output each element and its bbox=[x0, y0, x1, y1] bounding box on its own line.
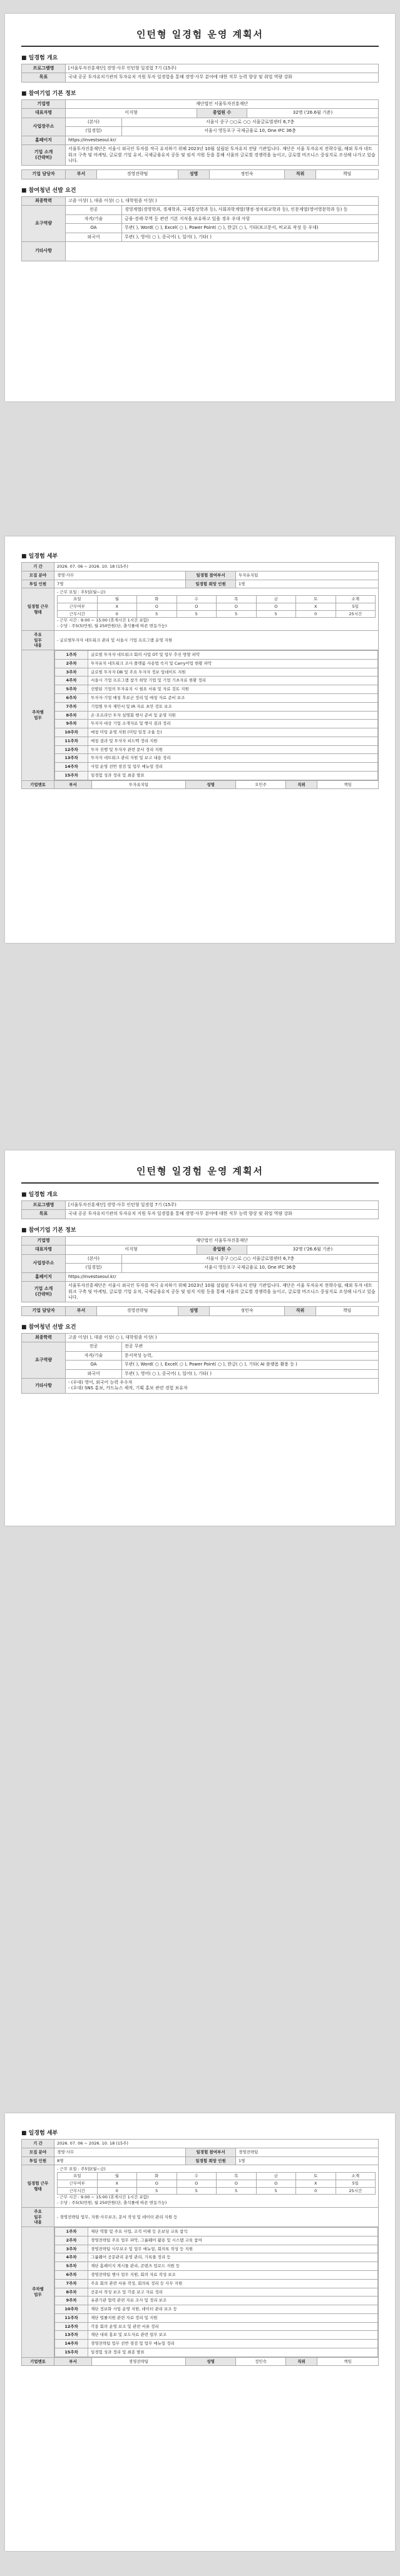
week-number: 11주차 bbox=[55, 737, 88, 745]
week-row bbox=[55, 2305, 378, 2314]
dept-label: 부서 bbox=[66, 1307, 97, 1316]
week-row bbox=[55, 668, 378, 677]
week-task: 투자유치 네트워크 조사 플랫폼 사용법 숙지 및 Carry어업 현황 파악 bbox=[88, 659, 378, 668]
program-label: 프로그램명 bbox=[22, 1201, 66, 1210]
field-label: 모집 분야 bbox=[22, 2148, 54, 2156]
day-header: 월 bbox=[97, 596, 137, 603]
schedule-cell: O bbox=[217, 2180, 257, 2187]
count-value: 8명 bbox=[54, 2156, 186, 2165]
company-section: ■ 참여기업 기본 정보 bbox=[21, 1227, 76, 1234]
week-row bbox=[55, 754, 378, 763]
week-task: 일경험 성과 정리 및 최종 발표 bbox=[88, 771, 378, 780]
plan-page-2 bbox=[5, 1150, 395, 1526]
day-header: 수 bbox=[177, 596, 217, 603]
week-number: 5주차 bbox=[55, 685, 88, 694]
major-label: 전공 bbox=[66, 1342, 122, 1351]
week-task: 글로벌 투자자 네트워크 회의 사업 OT 및 업무 추진 방향 파악 bbox=[88, 651, 378, 660]
schedule-cell: 근무여부 bbox=[58, 603, 98, 610]
week-number: 3주차 bbox=[55, 2245, 88, 2253]
week-number: 9주차 bbox=[55, 2297, 88, 2305]
mentor-title-label: 직위 bbox=[286, 780, 317, 789]
hq-value: 서울시 중구 ○○로 ○○ 서울글로벌센터 6,7층 bbox=[122, 118, 379, 126]
intro-value: 서울투자진흥재단은 서울시 외국인 투자를 적극 유치하기 위해 2023년 10월 설립된 투자유치 전담 기관입니다. 재단은 서울 투자유치 전략수립, 해외 투자 네트워크 구축 및 마케팅, 글로벌 기업 유치, 국제금융유치 공동 및 임직 지원 등을 통해 서울의 글로벌 경쟁력을 높이고, 글로벌 비즈니스 중심지로 조성해 나가고 있습니다. bbox=[66, 145, 379, 166]
mentor-dept-value: 투자유치팀 bbox=[92, 780, 186, 789]
day-header: 소계 bbox=[336, 2173, 376, 2180]
week-task: 투자 진행 및 투자자 관련 문서 정리 지원 bbox=[88, 745, 378, 754]
mentor-name-label: 성명 bbox=[186, 2357, 236, 2366]
dept-value: 경영전략팀 bbox=[97, 170, 178, 179]
schedule-cell: O bbox=[177, 2180, 217, 2187]
week-row bbox=[55, 702, 378, 711]
education-value: 고졸 이상( ), 대졸 이상( ○ ), 대학원졸 이상( ) bbox=[66, 1333, 379, 1342]
major-label: 전공 bbox=[66, 206, 122, 214]
other-label: 기타사항 bbox=[22, 242, 66, 261]
week-row bbox=[55, 685, 378, 694]
schedule-cell: 근무시간 bbox=[58, 610, 98, 618]
week-task: 기업별 투자 제안서 및 IR 자료 초안 검토 보조 bbox=[88, 702, 378, 711]
week-task: 일경험 성과 정리 및 최종 발표 bbox=[88, 2348, 378, 2357]
requirements-table bbox=[21, 1333, 379, 1394]
week-number: 15주차 bbox=[55, 771, 88, 780]
week-number: 4주차 bbox=[55, 2253, 88, 2262]
week-row bbox=[55, 2331, 378, 2340]
day-header: 목 bbox=[217, 596, 257, 603]
mentor-title-value: 책임 bbox=[317, 2357, 379, 2366]
website-label: 홈페이지 bbox=[22, 136, 66, 144]
week-row bbox=[55, 737, 378, 745]
intro-value: 서울투자진흥재단은 서울시 외국인 투자를 적극 유치하기 위해 2023년 10월 설립된 투자유치 전담 기관입니다. 재단은 서울 투자유치 전략수립, 해외 투자 네트워크 구축 및 마케팅, 글로벌 기업 유치, 국제금융유치 공동 및 임직 지원 등을 통해 서울의 글로벌 경쟁력을 높이고, 글로벌 비즈니스 중심지로 조성해 나가고 있습니다. bbox=[66, 1282, 379, 1302]
week-row bbox=[55, 2340, 378, 2348]
title-label: 직위 bbox=[285, 170, 316, 179]
week-number: 11주차 bbox=[55, 2313, 88, 2322]
day-header: 화 bbox=[137, 596, 177, 603]
schedule-cell: X bbox=[97, 603, 137, 610]
company-section: ■ 참여기업 기본 정보 bbox=[21, 90, 76, 97]
address-label: 사업장주소 bbox=[22, 118, 66, 136]
day-header: 화 bbox=[137, 2173, 177, 2180]
count-label: 투입 인원 bbox=[22, 580, 54, 588]
other-value: - (우대) 영어, 외국어 능력 우수자 - (우대) SNS 홍보, 카드뉴스 제작, 기획 홍보 관련 경험 보유자 bbox=[66, 1379, 379, 1394]
week-row bbox=[55, 720, 378, 728]
intro-label: 기업 소개 (간략히) bbox=[22, 1282, 66, 1302]
period-value: 2026. 07. 06 ~ 2026. 10. 18 (15주) bbox=[54, 2140, 379, 2148]
page-title: 인턴형 일경험 운영 계획서 bbox=[21, 1150, 379, 1184]
week-task: 매칭 결과 및 투자자 피드백 정리 지원 bbox=[88, 737, 378, 745]
weekly-label: 주차별 업무 bbox=[22, 650, 54, 780]
employee-label: 종업원 수 bbox=[197, 109, 247, 118]
week-task: 재단 대외 홍보 및 보도자료 관련 업무 보조 bbox=[88, 2331, 378, 2340]
mentor-dept-label: 부서 bbox=[54, 780, 92, 789]
dept-label: 부서 bbox=[66, 170, 97, 179]
person-value: 정민숙 bbox=[210, 1307, 285, 1316]
schedule-cell: O bbox=[256, 603, 296, 610]
person-label: 성명 bbox=[178, 1307, 210, 1316]
week-number: 14주차 bbox=[55, 2340, 88, 2348]
mentor-dept-label: 부서 bbox=[54, 2357, 92, 2366]
program-value: [서울투자진흥재단] 경영·사무 인턴형 일경험 7기 (15주) bbox=[66, 1201, 379, 1210]
language-label: 외국어 bbox=[66, 233, 122, 241]
title-value: 책임 bbox=[316, 170, 379, 179]
education-value: 고졸 이상( ), 대졸 이상( ○ ), 대학원졸 이상( ) bbox=[66, 196, 379, 205]
ceo-label: 대표자명 bbox=[22, 109, 66, 118]
requirements-section: ■ 참여청년 선발 요건 bbox=[21, 1324, 76, 1331]
schedule-cell: 5 bbox=[137, 610, 177, 618]
schedule-cell: O bbox=[137, 2180, 177, 2187]
mentor-label: 기업멘토 bbox=[22, 780, 54, 789]
schedule-cell: 0 bbox=[296, 610, 336, 618]
week-task: 경영전략팀 주요 업무 파악, 그룹웨어 활용 및 시스템 교육 참여 bbox=[88, 2236, 378, 2245]
day-header: 목 bbox=[217, 2173, 257, 2180]
weekly-label: 주차별 업무 bbox=[22, 2227, 54, 2357]
schedule-cell: 5 bbox=[217, 610, 257, 618]
min-label: 일경험 희망 인원 bbox=[186, 2156, 236, 2165]
day-header: 토 bbox=[296, 596, 336, 603]
week-task: 재단 역할 및 주요 사업, 조직 이해 등 온보딩 교육 참석 bbox=[88, 2228, 378, 2236]
website-value: https://investseoul.kr/ bbox=[66, 136, 379, 144]
mentor-name-label: 성명 bbox=[186, 780, 236, 789]
week-number: 12주차 bbox=[55, 2322, 88, 2331]
weekly-cell bbox=[54, 2227, 379, 2357]
day-header: 금 bbox=[256, 2173, 296, 2180]
education-label: 최종학력 bbox=[22, 1333, 66, 1342]
goal-label: 목표 bbox=[22, 73, 66, 82]
week-row bbox=[55, 2297, 378, 2305]
goal-value: 국내 공공 투자유치기관의 투자유치 지원 투자 일경험을 통해 경영·사무 분야에 대한 직무 능력 향상 및 취업 역량 강화 bbox=[66, 1210, 379, 1219]
company-table bbox=[21, 1236, 379, 1303]
skill-value: 금융·경제·무역 등 관련 기본 지식을 보유하고 있을 경우 우대 사항 bbox=[122, 214, 379, 223]
week-task: 각종 회의 운영 보조 및 관련 서류 정리 bbox=[88, 2322, 378, 2331]
min-value: 1명 bbox=[236, 580, 379, 588]
schedule-cell: 25시간 bbox=[336, 2187, 376, 2195]
week-task: 유관기관 협력 관련 자료 조사 및 정리 보조 bbox=[88, 2297, 378, 2305]
week-task: 투자자 대상 기업 소개자료 및 행사 결과 정리 bbox=[88, 720, 378, 728]
week-number: 5주차 bbox=[55, 2262, 88, 2271]
schedule-cell: 5일 bbox=[336, 603, 376, 610]
week-number: 1주차 bbox=[55, 651, 88, 660]
week-row bbox=[55, 694, 378, 703]
week-number: 10주차 bbox=[55, 2305, 88, 2314]
overview-table bbox=[21, 64, 379, 83]
week-task: 사업 운영 전반 점검 및 업무 매뉴얼 정리 bbox=[88, 763, 378, 772]
detail-table bbox=[21, 562, 379, 789]
week-row bbox=[55, 2279, 378, 2288]
schedule-cell bbox=[54, 2165, 379, 2208]
week-task: 재단 홈페이지 게시물 관리, 콘텐츠 업로드 지원 등 bbox=[88, 2262, 378, 2271]
oa-value: 무관( ), Word( ○ ), Excel( ○ ), Power Point( ○ ), 한글( ○ ), 기타( AI 플랫폼 활용 등 ) bbox=[122, 1361, 379, 1369]
weekly-cell bbox=[54, 650, 379, 780]
week-row bbox=[55, 2271, 378, 2280]
week-row bbox=[55, 711, 378, 720]
schedule-note-hours: - 근무 시간 : 9:00 ~ 15:00 (휴게시간 1시간 포함) bbox=[57, 618, 149, 623]
other-value bbox=[66, 242, 379, 261]
week-number: 9주차 bbox=[55, 720, 88, 728]
hq-value: 서울시 중구 ○○로 ○○ 서울글로벌센터 6,7층 bbox=[122, 1254, 379, 1263]
schedule-cell: O bbox=[137, 603, 177, 610]
dept-value: 경영전략팀 bbox=[97, 1307, 178, 1316]
employee-value: 32명 ('26.6월 기준) bbox=[247, 109, 379, 118]
competency-label: 요구역량 bbox=[22, 1342, 66, 1379]
employee-value: 32명 ('26.6월 기준) bbox=[247, 1245, 379, 1254]
week-number: 13주차 bbox=[55, 754, 88, 763]
week-row bbox=[55, 2236, 378, 2245]
skill-label: 자격/기술 bbox=[66, 214, 122, 223]
duty-value: - 경영전략팀 업무, 지원·사무보조, 문서 작성 및 데이터 관리 지원 등 bbox=[54, 2207, 379, 2226]
schedule-cell: O bbox=[217, 603, 257, 610]
week-task: 매칭 미팅 운영 지원 (미팅 일정 조율 등) bbox=[88, 728, 378, 737]
schedule-cell: 5 bbox=[177, 2187, 217, 2195]
detail-table bbox=[21, 2139, 379, 2366]
dept-value: 경영전략팀 bbox=[236, 2148, 379, 2156]
week-number: 10주차 bbox=[55, 728, 88, 737]
schedule-cell: 5 bbox=[256, 2187, 296, 2195]
duty-value: - 글로벌투자자 네트워크 관리 및 서울시 기업 프로그램 운영 지원 bbox=[54, 630, 379, 650]
count-label: 투입 인원 bbox=[22, 2156, 54, 2165]
site-label: (일경험) bbox=[66, 127, 122, 136]
week-task: 그룹웨어 공문관리 운영 관리, 기록물 정리 등 bbox=[88, 2253, 378, 2262]
schedule-note-pay: - 수당 : 주5(5)만원, 월 250만원(단, 출석률에 따른 변동가능) bbox=[57, 623, 167, 629]
overview-section: ■ 일경험 개요 bbox=[21, 55, 58, 61]
week-number: 4주차 bbox=[55, 677, 88, 685]
schedule-cell bbox=[54, 588, 379, 631]
mentor-dept-value: 경영전략팀 bbox=[92, 2357, 186, 2366]
day-header: 토 bbox=[296, 2173, 336, 2180]
page-title: 인턴형 일경험 운영 계획서 bbox=[21, 14, 379, 47]
week-number: 2주차 bbox=[55, 659, 88, 668]
schedule-grid bbox=[57, 2172, 376, 2195]
language-label: 외국어 bbox=[66, 1369, 122, 1378]
company-table bbox=[21, 99, 379, 166]
site-label: (일경험) bbox=[66, 1264, 122, 1272]
week-task: 서울시 기업 프로그램 참가 희망 기업 및 기업 기초자료 현황 정리 bbox=[88, 677, 378, 685]
hq-label: (본사) bbox=[66, 118, 122, 126]
week-task: 공문서 작성 보조 및 각종 보고 자료 정리 bbox=[88, 2288, 378, 2297]
count-value: 7명 bbox=[54, 580, 186, 588]
day-header: 요일 bbox=[58, 2173, 98, 2180]
field-value: 경영·사무 bbox=[54, 2148, 186, 2156]
person-label: 성명 bbox=[178, 170, 210, 179]
week-row bbox=[55, 659, 378, 668]
schedule-label: 일경험 근무 형태 bbox=[22, 2165, 54, 2208]
week-number: 6주차 bbox=[55, 2271, 88, 2280]
week-row bbox=[55, 2348, 378, 2357]
dept-value: 투자유치팀 bbox=[236, 571, 379, 580]
schedule-cell: 5 bbox=[177, 610, 217, 618]
title-value: 책임 bbox=[316, 1307, 379, 1316]
website-value: https://investseoul.kr/ bbox=[66, 1272, 379, 1281]
period-value: 2026. 07. 06 ~ 2026. 10. 18 (15주) bbox=[54, 563, 379, 571]
day-header: 월 bbox=[97, 2173, 137, 2180]
week-number: 1주차 bbox=[55, 2228, 88, 2236]
week-task: 주요 회의 관련 서류 작성, 회의록 정리 등 사무 지원 bbox=[88, 2279, 378, 2288]
mentor-title-value: 책임 bbox=[317, 780, 379, 789]
week-number: 6주차 bbox=[55, 694, 88, 703]
day-header: 소계 bbox=[336, 596, 376, 603]
week-task: 투자자·기업 매칭 후보군 정리 및 매칭 자료 준비 보조 bbox=[88, 694, 378, 703]
schedule-note-hours: - 근무 시간 : 9:00 ~ 15:00 (휴게시간 1시간 포함) bbox=[57, 2195, 149, 2200]
schedule-cell: 0 bbox=[97, 610, 137, 618]
oa-value: 무관( ), Word( ○ ), Excel( ○ ), Power Point( ○ ), 한글( ○ ), 기타(보고문서, 비교표 작성 등 우대) bbox=[122, 224, 379, 233]
duty-label: 주요 일무 내용 bbox=[22, 630, 54, 650]
field-value: 경영·사무 bbox=[54, 571, 186, 580]
detail-page-1 bbox=[5, 536, 395, 943]
week-row bbox=[55, 651, 378, 660]
week-task: 투자자 네트워크 관리 지원 및 보고 내용 정리 bbox=[88, 754, 378, 763]
field-label: 모집 분야 bbox=[22, 571, 54, 580]
website-label: 홈페이지 bbox=[22, 1272, 66, 1281]
week-task: 경영전략팀 업무 전반 점검 및 업무 매뉴얼 정리 bbox=[88, 2340, 378, 2348]
duty-label: 주요 일무 내용 bbox=[22, 2207, 54, 2226]
schedule-cell: 5일 bbox=[336, 2180, 376, 2187]
education-label: 최종학력 bbox=[22, 196, 66, 205]
week-row bbox=[55, 771, 378, 780]
week-number: 12주차 bbox=[55, 745, 88, 754]
schedule-cell: 5 bbox=[137, 2187, 177, 2195]
schedule-cell: 5 bbox=[217, 2187, 257, 2195]
company-name-value: 재단법인 서울투자진흥재단 bbox=[66, 99, 379, 108]
week-row bbox=[55, 2313, 378, 2322]
week-number: 3주차 bbox=[55, 668, 88, 677]
week-row bbox=[55, 2228, 378, 2236]
schedule-note-pay: - 수당 : 주5(5)만원, 월 250만원(단, 출석률에 따른 변동가능) bbox=[57, 2200, 167, 2206]
week-task: 재단 법률지원 관련 자료 정리 및 지원 bbox=[88, 2313, 378, 2322]
ceo-value: 이지형 bbox=[66, 1245, 197, 1254]
week-task: 경영전략팀 행사 업무 지원, 회의 자료 작성 보조 bbox=[88, 2271, 378, 2280]
program-label: 프로그램명 bbox=[22, 64, 66, 73]
week-row bbox=[55, 2245, 378, 2253]
goal-label: 목표 bbox=[22, 1210, 66, 1219]
week-number: 7주차 bbox=[55, 2279, 88, 2288]
period-label: 기 간 bbox=[22, 563, 54, 571]
intro-label: 기업 소개 (간략히) bbox=[22, 145, 66, 166]
schedule-grid bbox=[57, 595, 376, 618]
week-row bbox=[55, 728, 378, 737]
employee-label: 종업원 수 bbox=[197, 1245, 247, 1254]
mentor-name-value: 정민숙 bbox=[236, 2357, 286, 2366]
week-number: 8주차 bbox=[55, 2288, 88, 2297]
person-value: 정민숙 bbox=[210, 170, 285, 179]
dept-label: 일경험 참여부서 bbox=[186, 571, 236, 580]
week-number: 13주차 bbox=[55, 2331, 88, 2340]
competency-label: 요구역량 bbox=[22, 206, 66, 242]
schedule-cell: O bbox=[177, 603, 217, 610]
day-header: 요일 bbox=[58, 596, 98, 603]
manager-label: 기업 담당자 bbox=[22, 1307, 66, 1316]
min-label: 일경험 희망 인원 bbox=[186, 580, 236, 588]
weekly-table bbox=[54, 2227, 378, 2357]
schedule-cell: O bbox=[256, 2180, 296, 2187]
hq-label: (본사) bbox=[66, 1254, 122, 1263]
schedule-cell: X bbox=[296, 2180, 336, 2187]
detail-section: ■ 일경험 세부 bbox=[21, 2130, 58, 2136]
company-name-label: 기업명 bbox=[22, 99, 66, 108]
plan-page-1 bbox=[5, 14, 395, 401]
address-label: 사업장주소 bbox=[22, 1254, 66, 1272]
schedule-note-days: - 근무 요일 : 주5일(월~금) bbox=[57, 2166, 106, 2172]
schedule-cell: 근무여부 bbox=[58, 2180, 98, 2187]
language-value: 무관( ), 영어( ○ ), 중국어( ), 일어( ), 기타( ) bbox=[122, 1369, 379, 1378]
site-value: 서울시 영등포구 국제금융로 10, One IFC 36층 bbox=[122, 127, 379, 136]
week-row bbox=[55, 2322, 378, 2331]
requirements-table bbox=[21, 196, 379, 261]
week-task: 글로벌 투자자 DB 및 주요 투자자 정보 업데이트 지원 bbox=[88, 668, 378, 677]
schedule-cell: 5 bbox=[256, 610, 296, 618]
week-number: 7주차 bbox=[55, 702, 88, 711]
schedule-cell: X bbox=[97, 2180, 137, 2187]
day-header: 수 bbox=[177, 2173, 217, 2180]
week-number: 2주차 bbox=[55, 2236, 88, 2245]
schedule-note-days: - 근무 요일 : 주5일(월~금) bbox=[57, 590, 106, 595]
schedule-cell: 근무시간 bbox=[58, 2187, 98, 2195]
week-row bbox=[55, 763, 378, 772]
major-value: 경영계열(경영학과, 경제학과, 국제통상학과 등), 사회과학계열(행정·정치외교학과 등), 인문계열(영어영문학과 등) 등 bbox=[122, 206, 379, 214]
schedule-cell: 0 bbox=[97, 2187, 137, 2195]
weekly-table bbox=[54, 650, 378, 780]
oa-label: OA bbox=[66, 224, 122, 233]
manager-table bbox=[21, 1306, 379, 1316]
week-row bbox=[55, 2262, 378, 2271]
site-value: 서울시 영등포구 국제금융로 10, One IFC 36층 bbox=[122, 1264, 379, 1272]
program-value: [서울투자진흥재단] 경영·사무 인턴형 일경험 7기 (15주) bbox=[66, 64, 379, 73]
week-number: 8주차 bbox=[55, 711, 88, 720]
overview-section: ■ 일경험 개요 bbox=[21, 1192, 58, 1198]
week-row bbox=[55, 677, 378, 685]
skill-label: 자격/기술 bbox=[66, 1351, 122, 1360]
schedule-label: 일경험 근무 형태 bbox=[22, 588, 54, 631]
requirements-section: ■ 참여청년 선발 요건 bbox=[21, 187, 76, 194]
goal-value: 국내 공공 투자유치기관의 투자유치 지원 투자 일경험을 통해 경영·사무 분야에 대한 직무 능력 향상 및 취업 역량 강화 bbox=[66, 73, 379, 82]
company-name-label: 기업명 bbox=[22, 1236, 66, 1245]
ceo-label: 대표자명 bbox=[22, 1245, 66, 1254]
dept-label: 일경험 참여부서 bbox=[186, 2148, 236, 2156]
mentor-label: 기업멘토 bbox=[22, 2357, 54, 2366]
oa-label: OA bbox=[66, 1361, 122, 1369]
manager-label: 기업 담당자 bbox=[22, 170, 66, 179]
week-row bbox=[55, 745, 378, 754]
day-header: 금 bbox=[256, 596, 296, 603]
mentor-title-label: 직위 bbox=[286, 2357, 317, 2366]
week-row bbox=[55, 2288, 378, 2297]
manager-table bbox=[21, 169, 379, 179]
week-number: 15주차 bbox=[55, 2348, 88, 2357]
mentor-name-value: 오민주 bbox=[236, 780, 286, 789]
week-task: 경영전략팀 사무보조 및 업무 매뉴얼, 회의록 작성 등 지원 bbox=[88, 2245, 378, 2253]
detail-section: ■ 일경험 세부 bbox=[21, 553, 58, 560]
major-value: 전공 무관 bbox=[122, 1342, 379, 1351]
detail-page-2 bbox=[5, 2113, 395, 2551]
other-label: 기타사항 bbox=[22, 1379, 66, 1394]
period-label: 기 간 bbox=[22, 2140, 54, 2148]
week-task: 온·오프라인 투자 설명회 행사 준비 및 운영 지원 bbox=[88, 711, 378, 720]
overview-table bbox=[21, 1200, 379, 1219]
company-name-value: 재단법인 서울투자진흥재단 bbox=[66, 1236, 379, 1245]
week-task: 선발된 기업의 투자유치 시 필요 서류 및 자료 검토 지원 bbox=[88, 685, 378, 694]
schedule-cell: X bbox=[296, 603, 336, 610]
schedule-cell: 25시간 bbox=[336, 610, 376, 618]
min-value: 1명 bbox=[236, 2156, 379, 2165]
week-row bbox=[55, 2253, 378, 2262]
week-number: 14주차 bbox=[55, 763, 88, 772]
language-value: 무관( ), 영어( ○ ), 중국어( ), 일어( ), 기타( ) bbox=[122, 233, 379, 241]
ceo-value: 이지형 bbox=[66, 109, 197, 118]
title-label: 직위 bbox=[285, 1307, 316, 1316]
schedule-cell: 0 bbox=[296, 2187, 336, 2195]
skill-value: 문서작성 능력, bbox=[122, 1351, 379, 1360]
week-task: 재단 정보화 사업 운영 지원, 데이터 관리 보조 등 bbox=[88, 2305, 378, 2314]
